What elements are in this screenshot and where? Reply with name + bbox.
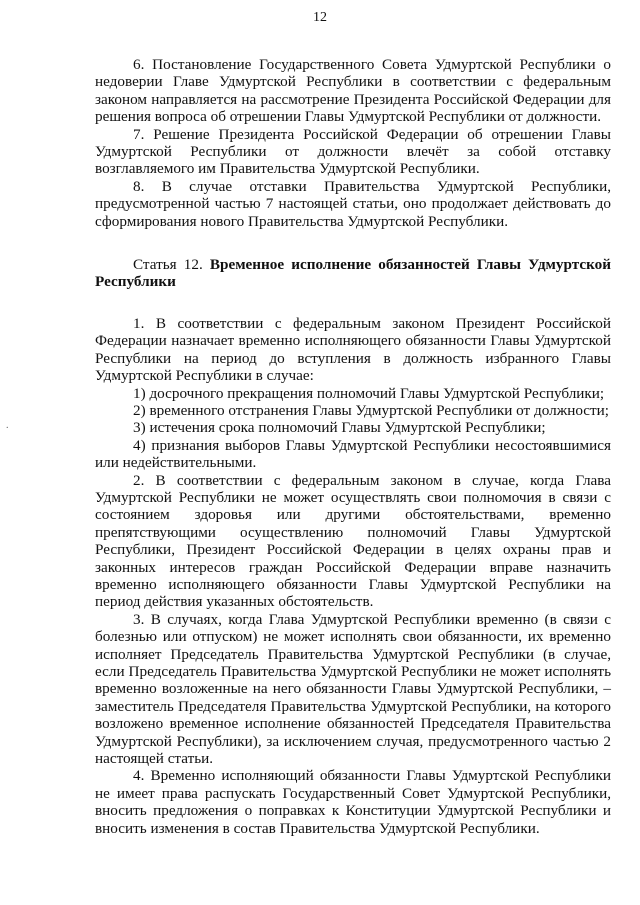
paragraph-6: 6. Постановление Государственного Совета Удмуртской Республики о недоверии Главе Удмуртской Республики в соответствии с федеральным законом направляется на рассмотрение Президента Российской Федерации для решения вопроса об отрешении Главы Удмуртской Республики от должности. [95, 56, 611, 126]
paragraph-7: 7. Решение Президента Российской Федерации об отрешении Главы Удмуртской Республики от должности влечёт за собой отставку возглавляемого им Правительства Удмуртской Республики. [95, 125, 611, 178]
list-item: 3) истечения срока полномочий Главы Удмуртской Республики; [133, 419, 546, 437]
list-item: 4) признания выборов Главы Удмуртской Республики несостоявшимися или недействительными. [95, 436, 611, 472]
paragraph-8: 8. В случае отставки Правительства Удмуртской Республики, предусмотренной частью 7 настоящей статьи, оно продолжает действовать до сформирования нового Правительства Удмуртской Республики. [95, 177, 611, 230]
article-paragraph-1: 1. В соответствии с федеральным законом Президент Российской Федерации назначает временно исполняющего обязанности Главы Удмуртской Республики на период до вступления в должность избранного Главы Удмуртской Республики в случае: [95, 314, 611, 385]
margin-mark: . [6, 420, 9, 431]
page-number: 12 [313, 10, 327, 25]
article-paragraph-4: 4. Временно исполняющий обязанности Главы Удмуртской Республики не имеет права распускать Государственный Совет Удмуртской Республики, вносить предложения о поправках к Конституции Удмуртской Республики и вносить изменения в состав Правительства Удмуртской Республики. [95, 767, 611, 837]
list-item: 1) досрочного прекращения полномочий Главы Удмуртской Республики; [133, 384, 605, 402]
article-heading [95, 256, 611, 291]
article-title: Временное исполнение обязанностей Главы Удмуртской Республики [95, 256, 611, 291]
document-body [95, 56, 611, 837]
article-paragraph-2: 2. В соответствии с федеральным законом в случае, когда Глава Удмуртской Республики не может осуществлять свои полномочия в связи с состоянием здоровья или другими обстоятельствами, временно препятствующими осуществлению полномочий Главы Удмуртской Республики, Президент Российской Федерации в целях охраны прав и законных интересов граждан Российской Федерации вправе назначить временно исполняющего обязанности Главы Удмуртской Республики на период действия указанных обстоятельств. [95, 471, 611, 611]
article-paragraph-3: 3. В случаях, когда Глава Удмуртской Республики временно (в связи с болезнью или отпуском) не может исполнять свои обязанности, их временно исполняет Председатель Правительства Удмуртской Республики (в случае, если Председатель Правительства Удмуртской Республики не может исполнять временно возложенные на него обязанности Главы Удмуртской Республики, – заместитель Председателя Правительства Удмуртской Республики, на которого возложено временное исполнение обязанностей Председателя Правительства Удмуртской Республики), за исключением случая, предусмотренного частью 2 настоящей статьи. [95, 610, 611, 768]
list-item: 2) временного отстранения Главы Удмуртской Республики от должности; [133, 401, 610, 419]
article-label: Статья 12. [133, 256, 203, 274]
